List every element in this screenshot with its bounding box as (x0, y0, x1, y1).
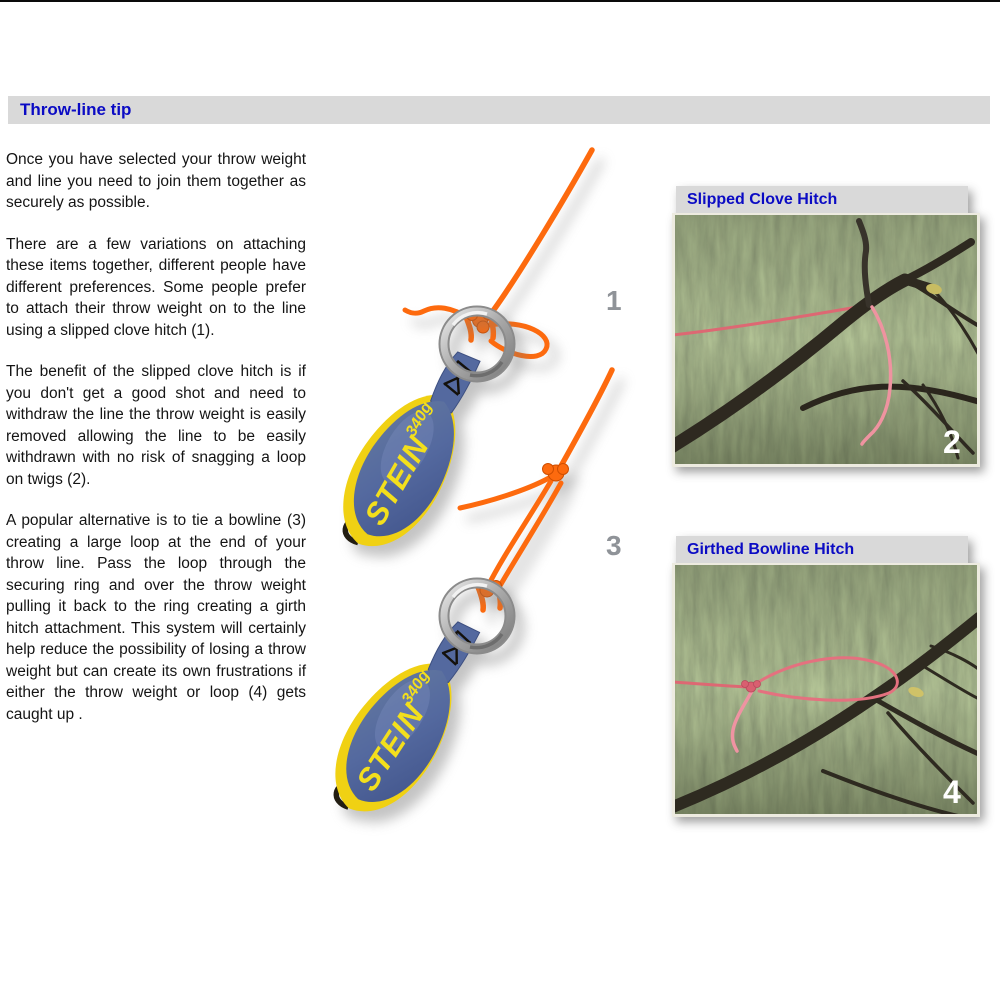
throw-weight-2 (320, 583, 510, 832)
bag-brand-text: STEIN (357, 430, 437, 531)
paragraph-benefit: The benefit of the slipped clove hitch is if you don't get a good shot and need to withdraw the line the throw weight is easily removed allowing the line to be easily withdrawn with no risk of snagging a loop on twigs (2). (6, 363, 306, 488)
panel-1-header (676, 186, 968, 213)
article-text (6, 149, 306, 745)
title-bar (8, 96, 990, 124)
bag-weight-text: 340g (402, 399, 436, 440)
securing-ring-2 (444, 583, 510, 649)
bowline-loop-strand-b (497, 483, 561, 591)
panel-slipped-clove-hitch (672, 186, 980, 467)
marker-3-label: 3 (606, 530, 622, 561)
paragraph-bowline: A popular alternative is to tie a bowline (3) creating a large loop at the end of your throw line. Pass the loop through the securing ring and over the throw weight pulling it back to the ring creating a girth hitch attachment. This system will certainly help reduce the possibility of losing a throw weight but can create its own frustrations if either the throw weight or loop (4) gets caught up . (6, 512, 306, 723)
page-title: Throw-line tip (20, 100, 132, 119)
throw-weight-illustration (320, 135, 670, 880)
photo-2-number: 4 (943, 774, 961, 810)
bag-brand-text: STEIN (349, 697, 432, 798)
paragraph-variations: There are a few variations on attaching these items together, different people have different preferences. Some people prefer to attach their throw weight on to the line using a slipped clove hitch (1). (6, 235, 306, 339)
paragraph-intro: Once you have selected your throw weight and line you need to join them together as securely as possible. (6, 151, 306, 211)
panel-2-header (676, 536, 968, 563)
photo-1-number: 2 (943, 424, 961, 460)
bag-weight-text: 340g (398, 667, 434, 708)
marker-1-label: 1 (606, 285, 622, 316)
throw-weight-bag-2 (320, 601, 505, 833)
page-top-border (0, 0, 1000, 2)
throw-line-2 (460, 370, 612, 610)
photo-girthed-bowline-hitch (672, 563, 980, 817)
panel-1-title: Slipped Clove Hitch (687, 191, 838, 208)
panel-girthed-bowline-hitch (672, 536, 980, 817)
throw-weight-1 (320, 311, 510, 566)
photo-2-vignette (675, 565, 977, 814)
slip-loop (488, 324, 547, 357)
panel-2-title: Girthed Bowline Hitch (687, 541, 855, 558)
throw-line-2-main (561, 370, 612, 466)
photo-slipped-clove-hitch (672, 213, 980, 467)
throw-weight-bag-1 (320, 332, 506, 566)
throw-line-1-main (487, 150, 592, 319)
